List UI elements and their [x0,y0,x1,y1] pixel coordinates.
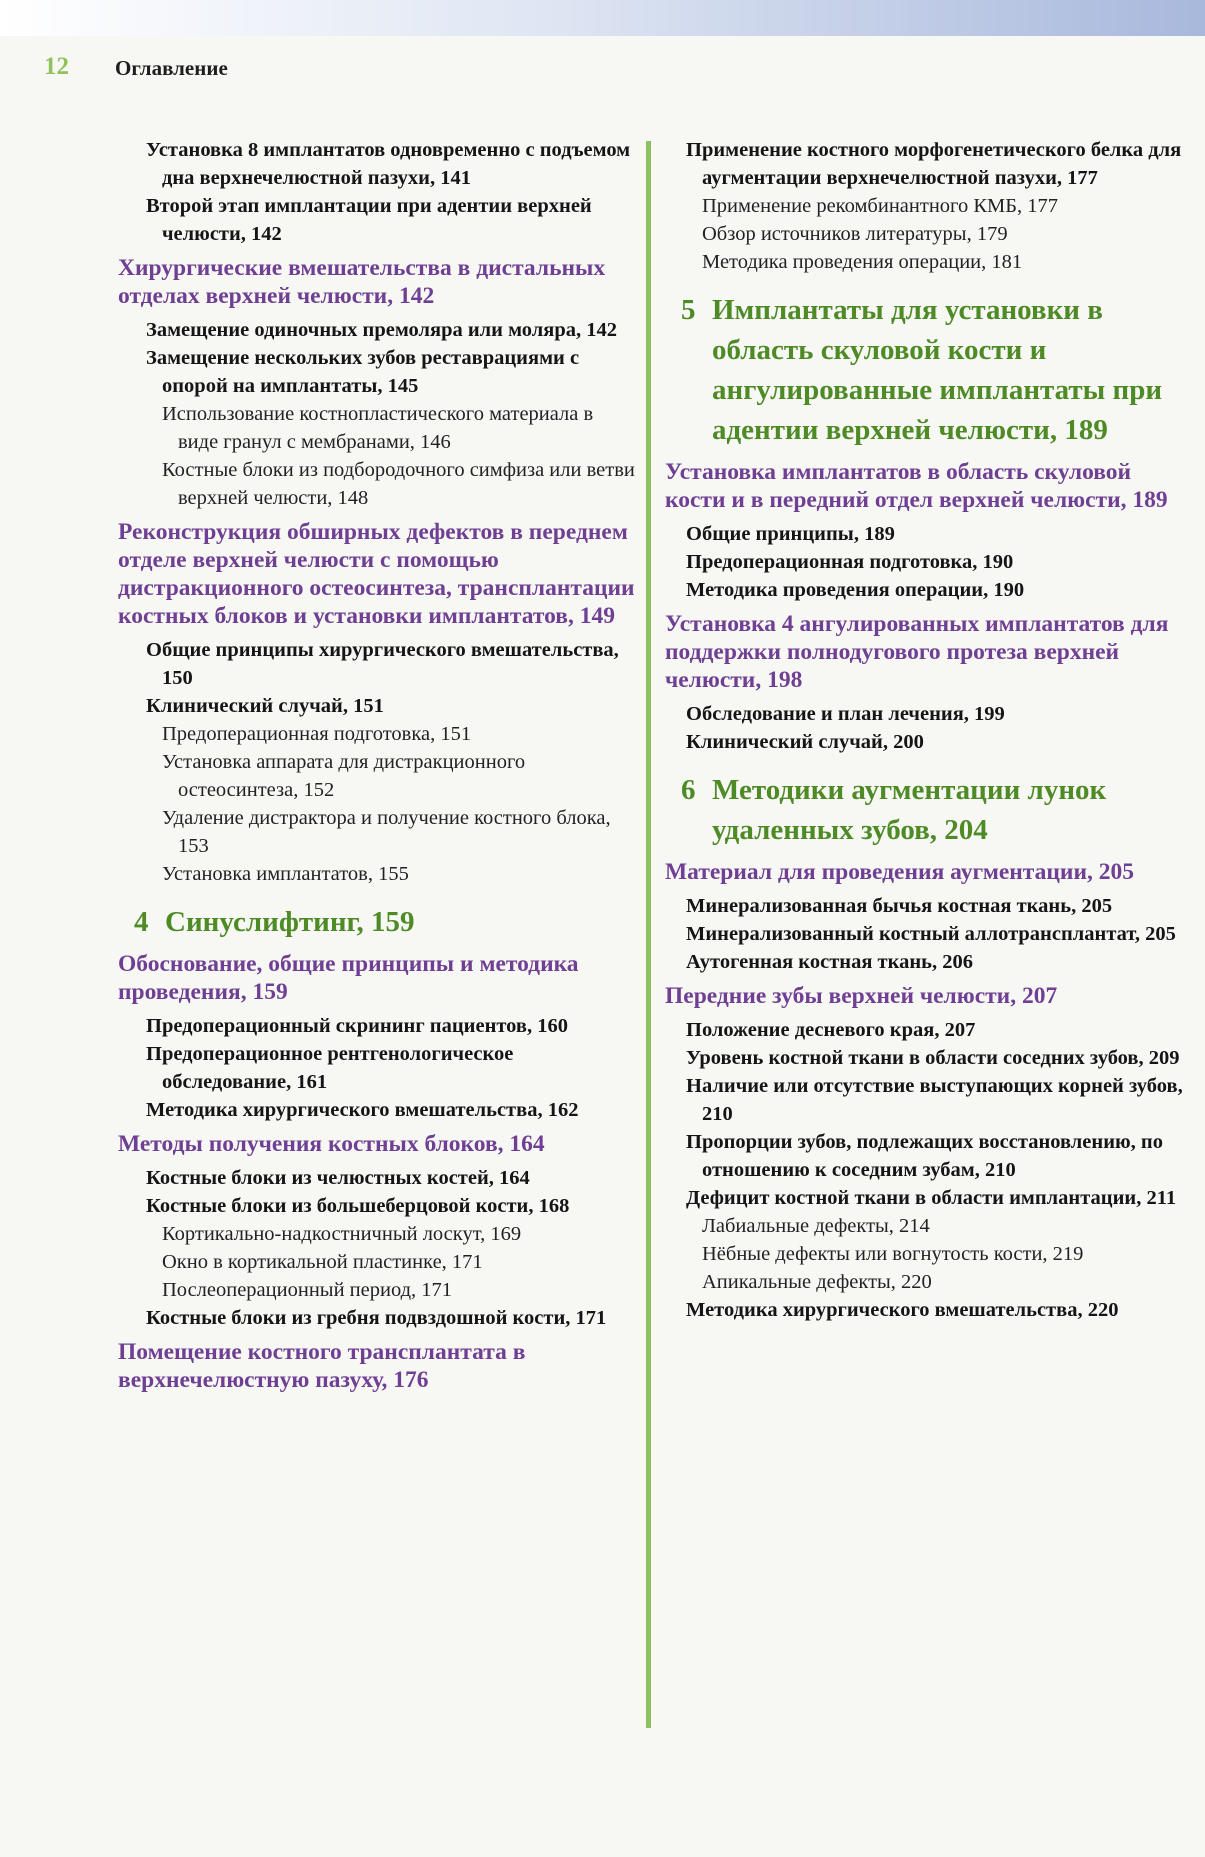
toc-subsubsection-entry[interactable] [118,456,638,512]
toc-subsection-entry[interactable] [665,1184,1185,1212]
toc-entry-text: Лабиальные дефекты, 214 [702,1215,930,1237]
toc-section-heading[interactable] [118,1338,638,1394]
toc-section-heading[interactable] [118,950,638,1006]
toc-entry-text: Реконструкция обширных дефектов в переднем отделе верхней челюсти с помощью дистракционного остеосинтеза, трансплантации костных блоков и установки имплантатов, 149 [118,519,635,629]
toc-left-column [118,136,638,1400]
toc-subsection-entry[interactable] [665,728,1185,756]
toc-entry-text: Нёбные дефекты или вогнутость кости, 219 [702,1243,1084,1265]
toc-entry-text: Методика проведения операции, 181 [702,251,1023,273]
toc-entry-text: Клинический случай, 151 [146,695,384,717]
toc-entry-text: Аутогенная костная ткань, 206 [686,951,974,973]
toc-subsubsection-entry[interactable] [118,1248,638,1276]
toc-subsection-entry[interactable] [665,548,1185,576]
toc-entry-text: Материал для проведения аугментации, 205 [665,859,1135,885]
toc-entry-text: Апикальные дефекты, 220 [702,1271,932,1293]
toc-subsubsection-entry[interactable] [118,804,638,860]
toc-entry-text: Наличие или отсутствие выступающих корней зубов, 210 [686,1075,1183,1125]
toc-entry-text: Методы получения костных блоков, 164 [118,1131,545,1157]
toc-entry-text: Предоперационное рентгенологическое обследование, 161 [146,1043,514,1093]
toc-section-heading[interactable] [665,858,1185,886]
toc-entry-text: Использование костнопластического материала в виде гранул с мембранами, 146 [162,403,594,453]
toc-subsection-entry[interactable] [118,136,638,192]
toc-subsubsection-entry[interactable] [665,248,1185,276]
toc-chapter-heading[interactable] [665,290,1185,450]
toc-subsubsection-entry[interactable] [665,1240,1185,1268]
toc-subsection-entry[interactable] [665,1044,1185,1072]
toc-entry-text: Обоснование, общие принципы и методика проведения, 159 [118,951,579,1005]
toc-subsection-entry[interactable] [665,892,1185,920]
toc-entry-text: Минерализованный костный аллотрансплантат, 205 [686,923,1176,945]
toc-subsubsection-entry[interactable] [665,220,1185,248]
page-number: 12 [44,53,69,80]
toc-entry-text: Методики аугментации лунок удаленных зубов, 204 [712,774,1107,846]
toc-entry-text: Костные блоки из челюстных костей, 164 [146,1167,530,1189]
toc-entry-text: Обследование и план лечения, 199 [686,703,1005,725]
chapter-number: 5 [681,294,696,326]
toc-subsection-entry[interactable] [665,1016,1185,1044]
toc-subsubsection-entry[interactable] [118,1276,638,1304]
toc-subsection-entry[interactable] [118,1012,638,1040]
toc-entry-text: Минерализованная бычья костная ткань, 205 [686,895,1113,917]
toc-entry-text: Предоперационная подготовка, 151 [162,723,472,745]
chapter-number: 6 [681,774,696,806]
toc-entry-text: Костные блоки из подбородочного симфиза или ветви верхней челюсти, 148 [162,459,635,509]
toc-section-heading[interactable] [118,518,638,630]
toc-entry-text: Положение десневого края, 207 [686,1019,976,1041]
toc-section-heading[interactable] [118,254,638,310]
toc-subsubsection-entry[interactable] [118,400,638,456]
toc-entry-text: Методика хирургического вмешательства, 220 [686,1299,1119,1321]
toc-entry-text: Послеоперационный период, 171 [162,1279,453,1301]
toc-entry-text: Применение костного морфогенетического белка для аугментации верхнечелюстной пазухи, 177 [686,139,1182,189]
toc-entry-text: Костные блоки из большеберцовой кости, 168 [146,1195,570,1217]
toc-subsubsection-entry[interactable] [665,1268,1185,1296]
toc-entry-text: Замещение одиночных премоляра или моляра, 142 [146,319,618,341]
toc-subsection-entry[interactable] [118,316,638,344]
toc-subsection-entry[interactable] [118,692,638,720]
toc-subsection-entry[interactable] [665,948,1185,976]
toc-entry-text: Костные блоки из гребня подвздошной кости, 171 [146,1307,607,1329]
chapter-number: 4 [134,906,149,938]
toc-subsection-entry[interactable] [118,192,638,248]
toc-entry-text: Дефицит костной ткани в области имплантации, 211 [686,1187,1177,1209]
toc-subsection-entry[interactable] [118,344,638,400]
toc-entry-text: Обзор источников литературы, 179 [702,223,1008,245]
running-head: Оглавление [115,56,228,80]
toc-subsubsection-entry[interactable] [665,1212,1185,1240]
toc-section-heading[interactable] [665,982,1185,1010]
toc-subsection-entry[interactable] [665,700,1185,728]
toc-subsubsection-entry[interactable] [118,720,638,748]
toc-subsection-entry[interactable] [665,136,1185,192]
top-header-band [0,0,1205,36]
toc-section-heading[interactable] [665,458,1185,514]
toc-subsection-entry[interactable] [665,520,1185,548]
toc-entry-text: Предоперационная подготовка, 190 [686,551,1014,573]
toc-entry-text: Имплантаты для установки в область скуловой кости и ангулированные имплантаты при адентии верхней челюсти, 189 [712,294,1163,446]
toc-entry-text: Кортикально-надкостничный лоскут, 169 [162,1223,522,1245]
toc-subsection-entry[interactable] [118,636,638,692]
toc-subsubsection-entry[interactable] [118,1220,638,1248]
toc-subsection-entry[interactable] [665,920,1185,948]
toc-chapter-heading[interactable] [118,902,638,942]
toc-entry-text: Замещение нескольких зубов реставрациями с опорой на имплантаты, 145 [146,347,580,397]
toc-entry-text: Установка 8 имплантатов одновременно с подъемом дна верхнечелюстной пазухи, 141 [146,139,631,189]
toc-entry-text: Общие принципы хирургического вмешательства, 150 [146,639,619,689]
toc-chapter-heading[interactable] [665,770,1185,850]
toc-entry-text: Методика хирургического вмешательства, 162 [146,1099,579,1121]
toc-subsection-entry[interactable] [118,1164,638,1192]
toc-entry-text: Установка имплантатов в область скуловой кости и в передний отдел верхней челюсти, 189 [665,459,1168,513]
toc-entry-text: Методика проведения операции, 190 [686,579,1025,601]
toc-subsubsection-entry[interactable] [118,748,638,804]
column-divider [646,141,651,1728]
toc-entry-text: Установка 4 ангулированных имплантатов для поддержки полнодугового протеза верхней челюсти, 198 [665,611,1169,693]
toc-subsection-entry[interactable] [118,1304,638,1332]
toc-entry-text: Уровень костной ткани в области соседних зубов, 209 [686,1047,1180,1069]
toc-entry-text: Предоперационный скрининг пациентов, 160 [146,1015,568,1037]
toc-section-heading[interactable] [665,610,1185,694]
toc-entry-text: Второй этап имплантации при адентии верхней челюсти, 142 [146,195,592,245]
toc-subsubsection-entry[interactable] [665,192,1185,220]
toc-subsection-entry[interactable] [665,1072,1185,1128]
toc-subsection-entry[interactable] [665,1128,1185,1184]
toc-entry-text: Хирургические вмешательства в дистальных отделах верхней челюсти, 142 [118,255,606,309]
toc-entry-text: Синуслифтинг, 159 [165,906,415,938]
toc-entry-text: Общие принципы, 189 [686,523,895,545]
toc-subsection-entry[interactable] [118,1192,638,1220]
toc-entry-text: Применение рекомбинантного КМБ, 177 [702,195,1058,217]
toc-subsubsection-entry[interactable] [118,860,638,888]
toc-subsection-entry[interactable] [665,1296,1185,1324]
toc-entry-text: Помещение костного трансплантата в верхнечелюстную пазуху, 176 [118,1339,526,1393]
toc-entry-text: Установка аппарата для дистракционного остеосинтеза, 152 [162,751,526,801]
toc-entry-text: Окно в кортикальной пластинке, 171 [162,1251,483,1273]
toc-entry-text: Пропорции зубов, подлежащих восстановлению, по отношению к соседним зубам, 210 [686,1131,1163,1181]
toc-subsection-entry[interactable] [118,1096,638,1124]
toc-section-heading[interactable] [118,1130,638,1158]
toc-subsection-entry[interactable] [118,1040,638,1096]
toc-entry-text: Удаление дистрактора и получение костного блока, 153 [162,807,611,857]
toc-subsection-entry[interactable] [665,576,1185,604]
toc-right-column [665,136,1185,1324]
toc-entry-text: Передние зубы верхней челюсти, 207 [665,983,1058,1009]
toc-entry-text: Установка имплантатов, 155 [162,863,409,885]
toc-entry-text: Клинический случай, 200 [686,731,924,753]
